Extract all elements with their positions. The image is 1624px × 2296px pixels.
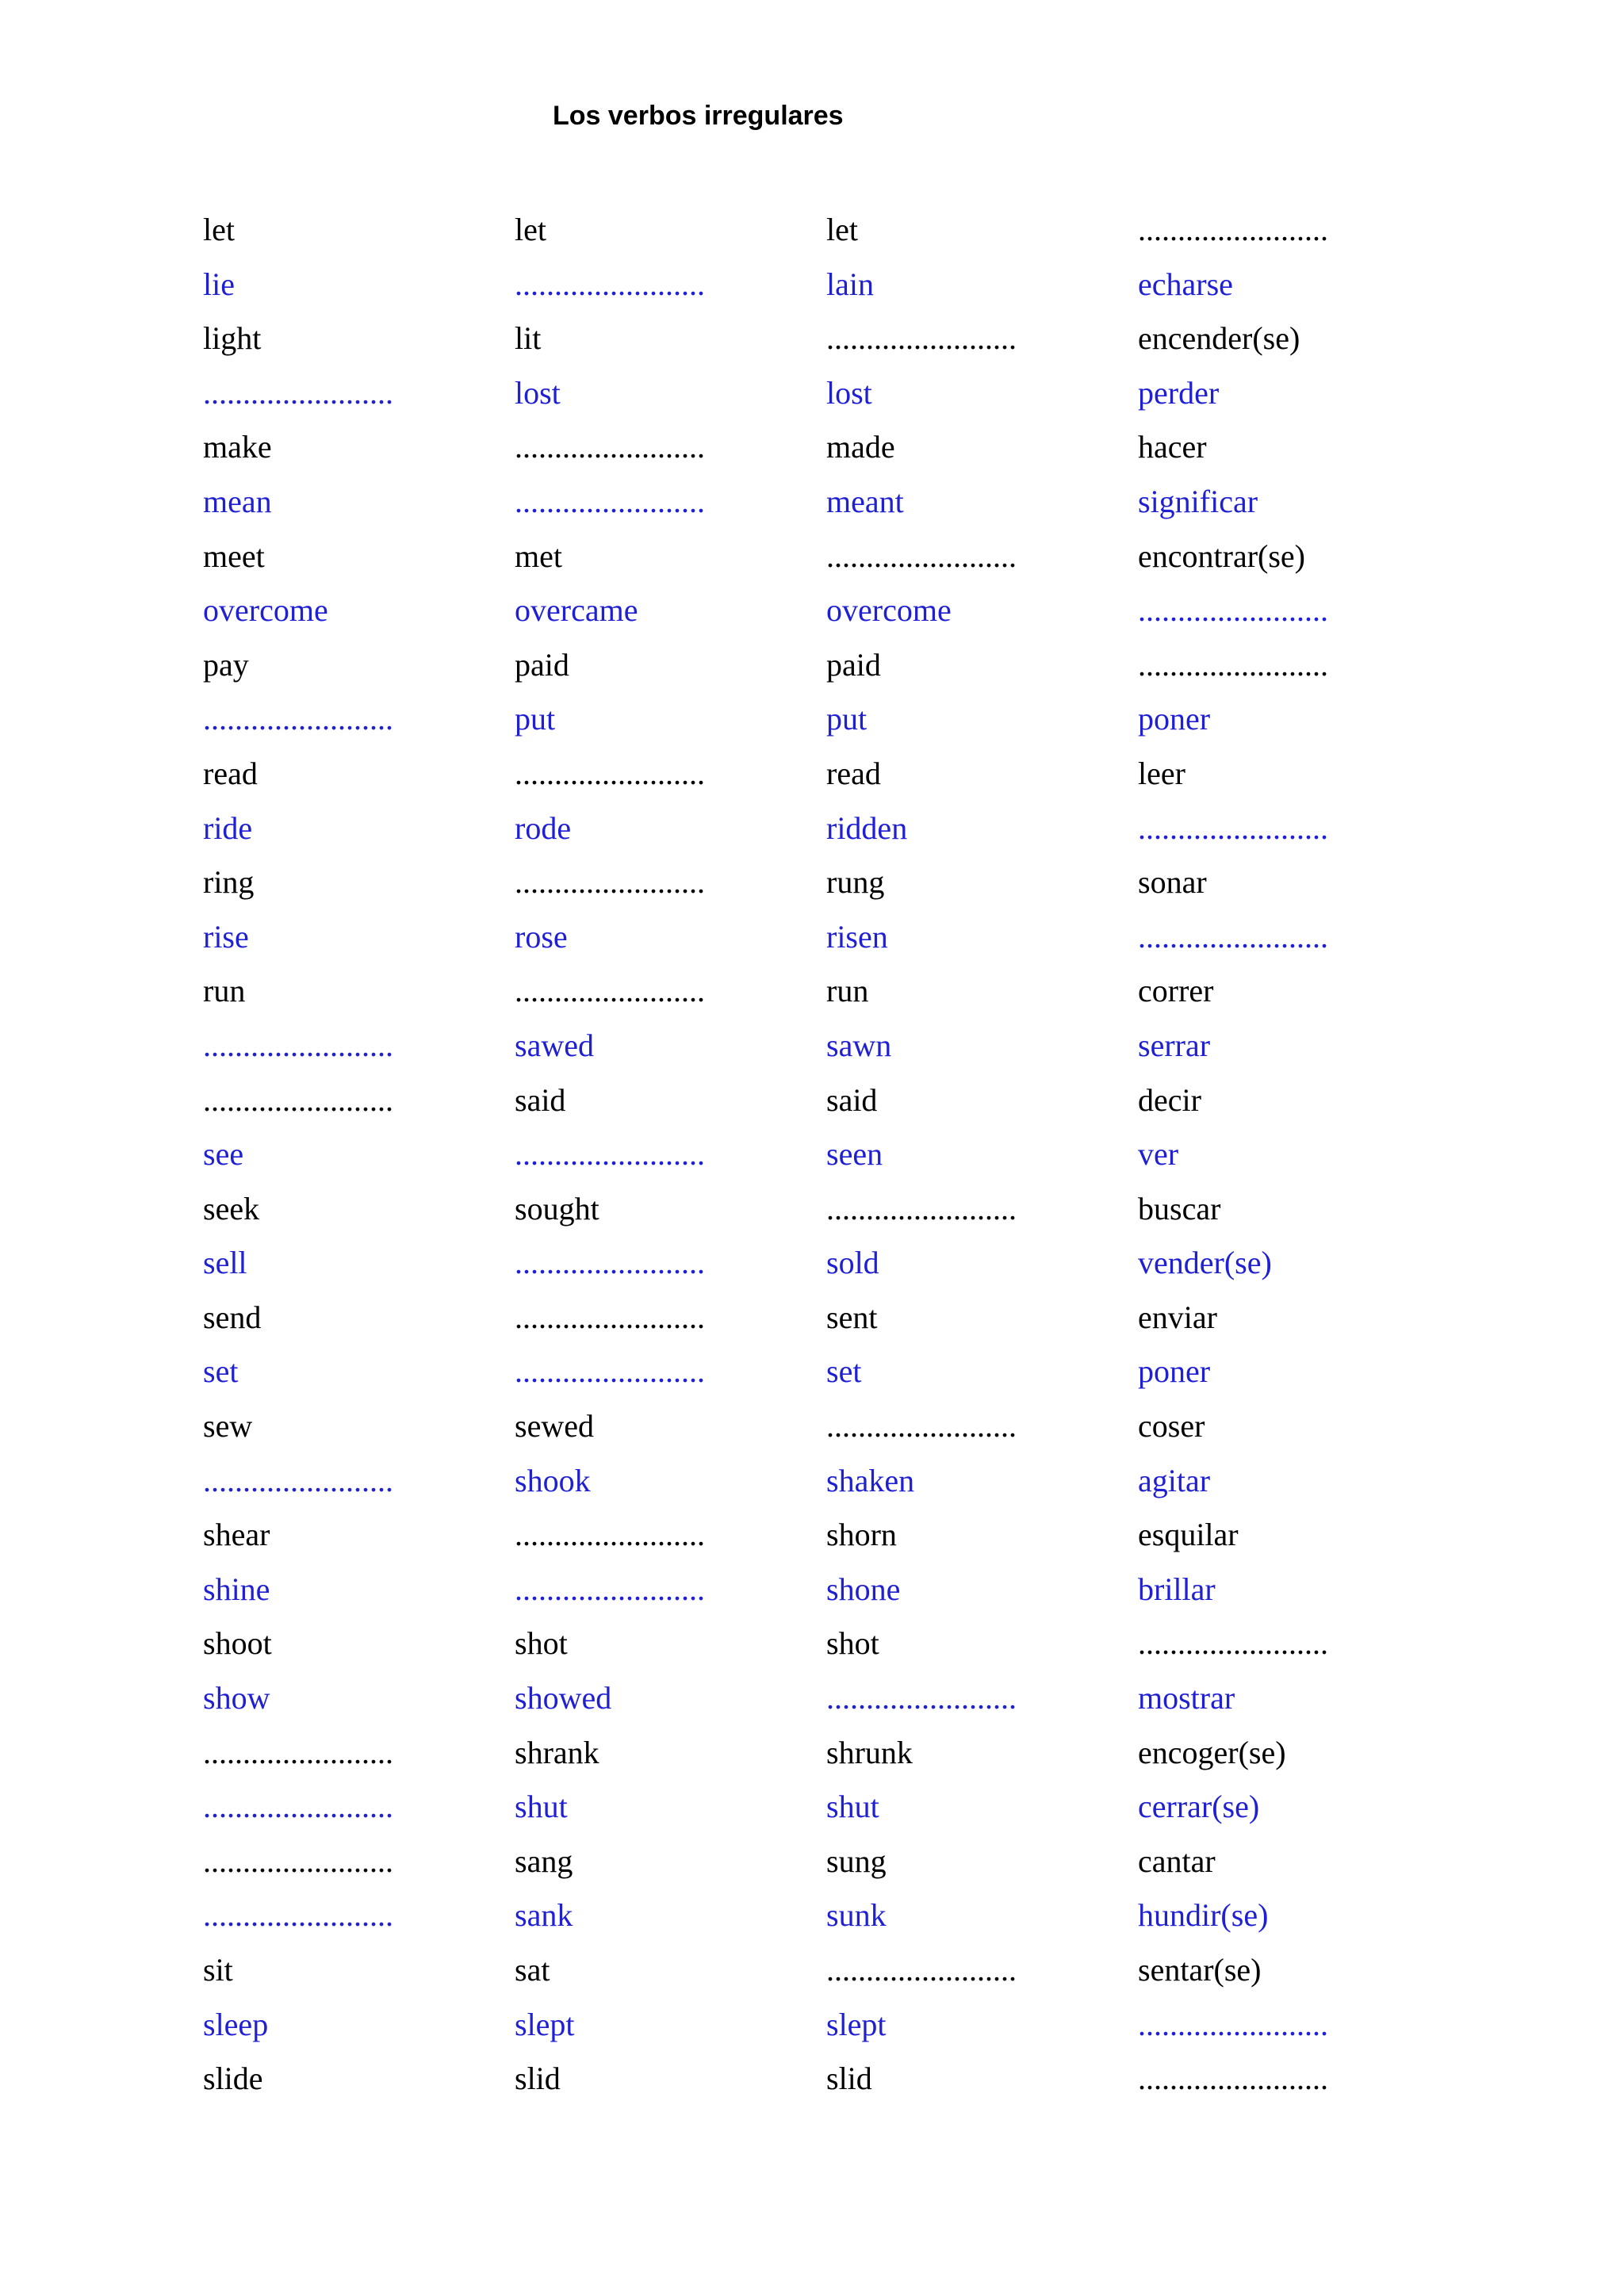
past-participle-cell: ridden [826,809,908,846]
infinitive-cell: show [203,1680,270,1716]
verb-row [203,371,1440,426]
infinitive-cell: ........................ [203,374,393,411]
infinitive-cell: sit [203,1952,233,1988]
translation-cell: leer [1138,755,1185,791]
past-participle-cell: shaken [826,1462,915,1498]
past-participle-cell: lain [826,266,874,302]
infinitive-cell: shoot [203,1625,272,1662]
past-simple-cell: put [515,701,556,737]
verb-row [203,480,1440,534]
past-participle-cell: said [826,1081,878,1118]
infinitive-cell: rise [203,918,249,955]
past-simple-cell: slid [515,2061,561,2097]
translation-cell: ........................ [1138,646,1328,683]
past-simple-cell: ........................ [515,1136,705,1173]
translation-cell: ........................ [1138,592,1328,629]
infinitive-cell: pay [203,646,249,683]
translation-cell: ........................ [1138,809,1328,846]
past-simple-cell: ........................ [515,1571,705,1607]
past-simple-cell: shut [515,1789,568,1825]
past-participle-cell: meant [826,483,904,519]
past-simple-cell: sawed [515,1027,594,1063]
verb-row [203,588,1440,643]
past-participle-cell: made [826,429,895,465]
translation-cell: ........................ [1138,918,1328,955]
translation-cell: esquilar [1138,1517,1239,1553]
verb-row [203,1241,1440,1295]
infinitive-cell: ........................ [203,1027,393,1063]
verb-row [203,208,1440,262]
verb-row [203,1187,1440,1242]
infinitive-cell: send [203,1299,262,1335]
verb-row [203,1024,1440,1078]
verb-row [203,2057,1440,2111]
past-simple-cell: sought [515,1190,599,1226]
past-participle-cell: overcome [826,592,952,629]
translation-cell: buscar [1138,1190,1221,1226]
past-participle-cell: sent [826,1299,878,1335]
verb-row [203,1513,1440,1567]
infinitive-cell: shear [203,1517,270,1553]
verb-row [203,1078,1440,1133]
infinitive-cell: sell [203,1245,247,1281]
past-simple-cell: paid [515,646,569,683]
infinitive-cell: make [203,429,272,465]
verb-table [203,208,1440,2111]
past-simple-cell: said [515,1081,566,1118]
infinitive-cell: meet [203,538,265,574]
verb-row [203,1839,1440,1894]
verb-row [203,1132,1440,1187]
translation-cell: encoger(se) [1138,1734,1286,1770]
infinitive-cell: ........................ [203,1462,393,1498]
verb-row [203,643,1440,698]
infinitive-cell: ........................ [203,1081,393,1118]
page-title: Los verbos irregulares [553,101,844,131]
verb-row [203,697,1440,752]
past-participle-cell: slid [826,2061,872,2097]
translation-cell: hundir(se) [1138,1897,1269,1934]
verb-row [203,1459,1440,1513]
past-participle-cell: ........................ [826,1952,1017,1988]
verb-row [203,860,1440,915]
past-simple-cell: ........................ [515,266,705,302]
translation-cell: decir [1138,1081,1201,1118]
verb-row [203,969,1440,1024]
infinitive-cell: seek [203,1190,260,1226]
verb-row [203,1785,1440,1839]
infinitive-cell: shine [203,1571,270,1607]
verb-row [203,1893,1440,1948]
infinitive-cell: ........................ [203,1789,393,1825]
verb-row [203,1621,1440,1676]
translation-cell: hacer [1138,429,1207,465]
past-participle-cell: set [826,1353,862,1390]
infinitive-cell: overcome [203,592,328,629]
verb-row [203,806,1440,861]
translation-cell: ........................ [1138,212,1328,247]
infinitive-cell: sleep [203,2006,269,2042]
translation-cell: cerrar(se) [1138,1789,1260,1825]
translation-cell: significar [1138,483,1258,519]
translation-cell: brillar [1138,1571,1216,1607]
past-participle-cell: ........................ [826,1408,1017,1445]
infinitive-cell: ........................ [203,701,393,737]
translation-cell: poner [1138,701,1211,737]
past-participle-cell: lost [826,374,872,411]
past-participle-cell: sawn [826,1027,892,1063]
past-simple-cell: showed [515,1680,612,1716]
translation-cell: echarse [1138,266,1233,302]
verb-row [203,534,1440,589]
past-participle-cell: shone [826,1571,901,1607]
infinitive-cell: slide [203,2061,263,2097]
past-participle-cell: shorn [826,1517,897,1553]
translation-cell: encender(se) [1138,320,1300,357]
past-participle-cell: sunk [826,1897,887,1934]
translation-cell: encontrar(se) [1138,538,1305,574]
past-simple-cell: lit [515,320,542,357]
past-simple-cell: ........................ [515,973,705,1009]
past-simple-cell: slept [515,2006,575,2042]
past-participle-cell: run [826,973,869,1009]
verb-row [203,1349,1440,1404]
past-simple-cell: ........................ [515,1299,705,1335]
verb-row [203,262,1440,317]
past-simple-cell: ........................ [515,1245,705,1281]
past-participle-cell: ........................ [826,538,1017,574]
infinitive-cell: let [203,212,235,247]
translation-cell: coser [1138,1408,1205,1445]
infinitive-cell: ring [203,864,255,901]
verb-row [203,1948,1440,2003]
infinitive-cell: ........................ [203,1843,393,1879]
translation-cell: correr [1138,973,1214,1009]
translation-cell: ver [1138,1136,1179,1173]
past-simple-cell: sank [515,1897,573,1934]
translation-cell: ........................ [1138,1625,1328,1662]
infinitive-cell: mean [203,483,272,519]
infinitive-cell: run [203,973,246,1009]
past-simple-cell: ........................ [515,864,705,901]
infinitive-cell: ........................ [203,1897,393,1934]
past-participle-cell: shut [826,1789,879,1825]
past-participle-cell: paid [826,646,881,683]
past-participle-cell: rung [826,864,885,901]
past-simple-cell: sewed [515,1408,594,1445]
past-participle-cell: shot [826,1625,879,1662]
verb-row [203,425,1440,480]
past-simple-cell: ........................ [515,429,705,465]
past-simple-cell: overcame [515,592,638,629]
infinitive-cell: lie [203,266,235,302]
infinitive-cell: sew [203,1408,253,1445]
translation-cell: ........................ [1138,2006,1328,2042]
translation-cell: agitar [1138,1462,1211,1498]
past-simple-cell: met [515,538,562,574]
past-participle-cell: ........................ [826,320,1017,357]
past-participle-cell: put [826,701,868,737]
past-simple-cell: lost [515,374,561,411]
past-participle-cell: ........................ [826,1190,1017,1226]
verb-row [203,2003,1440,2057]
past-simple-cell: ........................ [515,1353,705,1390]
past-participle-cell: read [826,755,881,791]
past-simple-cell: rode [515,809,572,846]
translation-cell: mostrar [1138,1680,1235,1716]
verb-row [203,1404,1440,1459]
verb-row [203,1567,1440,1622]
translation-cell: serrar [1138,1027,1211,1063]
past-simple-cell: ........................ [515,1517,705,1553]
past-participle-cell: ........................ [826,1680,1017,1716]
translation-cell: ........................ [1138,2061,1328,2097]
past-participle-cell: risen [826,918,888,955]
verb-row [203,915,1440,970]
infinitive-cell: see [203,1136,244,1173]
past-participle-cell: sold [826,1245,879,1281]
verb-row [203,1295,1440,1350]
translation-cell: sonar [1138,864,1207,901]
infinitive-cell: ride [203,809,253,846]
translation-cell: vender(se) [1138,1245,1272,1281]
translation-cell: enviar [1138,1299,1217,1335]
verb-row [203,752,1440,806]
infinitive-cell: ........................ [203,1734,393,1770]
past-participle-cell: seen [826,1136,883,1173]
translation-cell: sentar(se) [1138,1952,1262,1988]
past-simple-cell: let [515,212,546,247]
verb-row [203,316,1440,371]
past-simple-cell: ........................ [515,483,705,519]
past-simple-cell: shot [515,1625,568,1662]
translation-cell: perder [1138,374,1220,411]
past-simple-cell: shrank [515,1734,599,1770]
infinitive-cell: light [203,320,262,357]
past-participle-cell: let [826,212,858,247]
infinitive-cell: set [203,1353,239,1390]
past-simple-cell: sang [515,1843,573,1879]
past-simple-cell: shook [515,1462,591,1498]
infinitive-cell: read [203,755,258,791]
verb-row [203,1731,1440,1785]
past-participle-cell: shrunk [826,1734,913,1770]
verb-row [203,1676,1440,1731]
past-participle-cell: sung [826,1843,887,1879]
past-participle-cell: slept [826,2006,887,2042]
past-simple-cell: sat [515,1952,550,1988]
past-simple-cell: ........................ [515,755,705,791]
translation-cell: cantar [1138,1843,1216,1879]
past-simple-cell: rose [515,918,568,955]
translation-cell: poner [1138,1353,1211,1390]
